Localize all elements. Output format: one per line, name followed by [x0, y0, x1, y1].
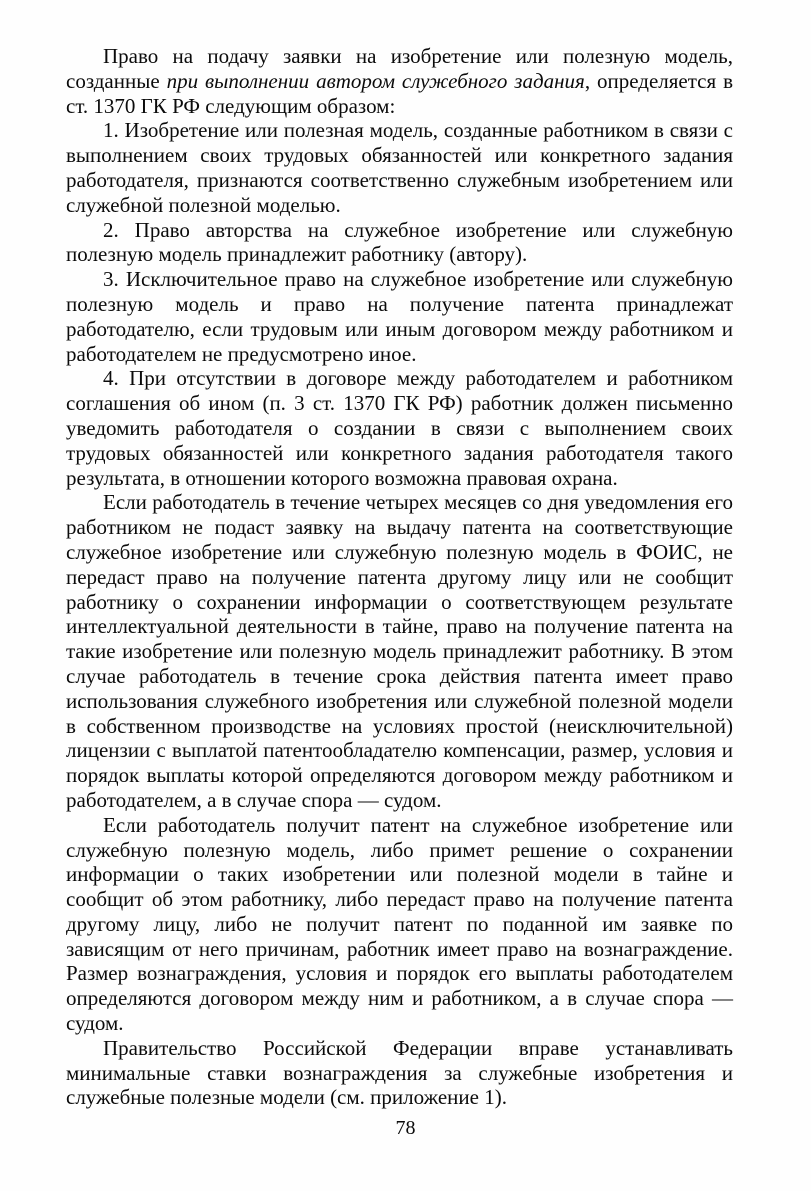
- statutory-phrase-italic: при выполнении автором служебного задания: [166, 68, 585, 93]
- clause-2-paragraph: 2. Право авторства на служебное изобретение или служебную полезную модель принадлежит работнику (автору).: [66, 217, 733, 267]
- government-rates-paragraph: Правительство Российской Федерации вправе устанавливать минимальные ставки вознаграждения за служебные изобретения и служебные полезные модели (см. приложение 1).: [66, 1035, 733, 1110]
- page-number: 78: [395, 1117, 416, 1139]
- page-body-text: [66, 44, 733, 1110]
- intro-paragraph: [66, 44, 733, 118]
- intro-text-after-italic: , определяется в ст. 1370 ГК РФ следующим образом:: [66, 68, 734, 118]
- clause-4-paragraph: 4. При отсутствии в договоре между работодателем и работником соглашения об ином (п. 3 ст. 1370 ГК РФ) работник должен письменно уведомить работодателя о создании в связи с выполнением своих трудовых обязанностей или конкретного задания работодателя такого результата, в отношении которого возможна правовая охрана.: [66, 366, 733, 490]
- employer-inaction-paragraph: Если работодатель в течение четырех месяцев со дня уведомления его работником не подаст заявку на выдачу патента на соответствующие служебное изобретение или служебную полезную модель в ФОИС, не передаст право на получение патента другому лицу или не сообщит работнику о сохранении информации о соответствующем результате интеллектуальной деятельности в тайне, право на получение патента на такие изобретение или полезную модель принадлежит работнику. В этом случае работодатель в течение срока действия патента имеет право использования служебного изобретения или служебной полезной модели в собственном производстве на условиях простой (неисключительной) лицензии с выплатой патентообладателю компенсации, размер, условия и порядок выплаты которой определяются договором между работником и работодателем, а в случае спора — судом.: [66, 490, 733, 812]
- clause-1-paragraph: 1. Изобретение или полезная модель, созданные работником в связи с выполнением своих трудовых обязанностей или конкретного задания работодателя, признаются соответственно служебным изобретением или служебной полезной моделью.: [66, 118, 733, 217]
- clause-3-paragraph: 3. Исключительное право на служебное изобретение или служебную полезную модель и право на получение патента принадлежат работодателю, если трудовым или иным договором между работником и работодателем не предусмотрено иное.: [66, 267, 733, 366]
- remuneration-paragraph: Если работодатель получит патент на служебное изобретение или служебную полезную модель, либо примет решение о сохранении информации о таких изобретении или полезной модели в тайне и сообщит об этом работнику, либо передаст право на получение патента другому лицу, либо не получит патент по поданной им заявке по зависящим от него причинам, работник имеет право на вознаграждение. Размер вознаграждения, условия и порядок его выплаты работодателем определяются договором между ним и работником, а в случае спора — судом.: [66, 812, 733, 1036]
- intro-text-before-italic: Право на подачу заявки на изобретение или полезную модель, созданные: [66, 44, 733, 93]
